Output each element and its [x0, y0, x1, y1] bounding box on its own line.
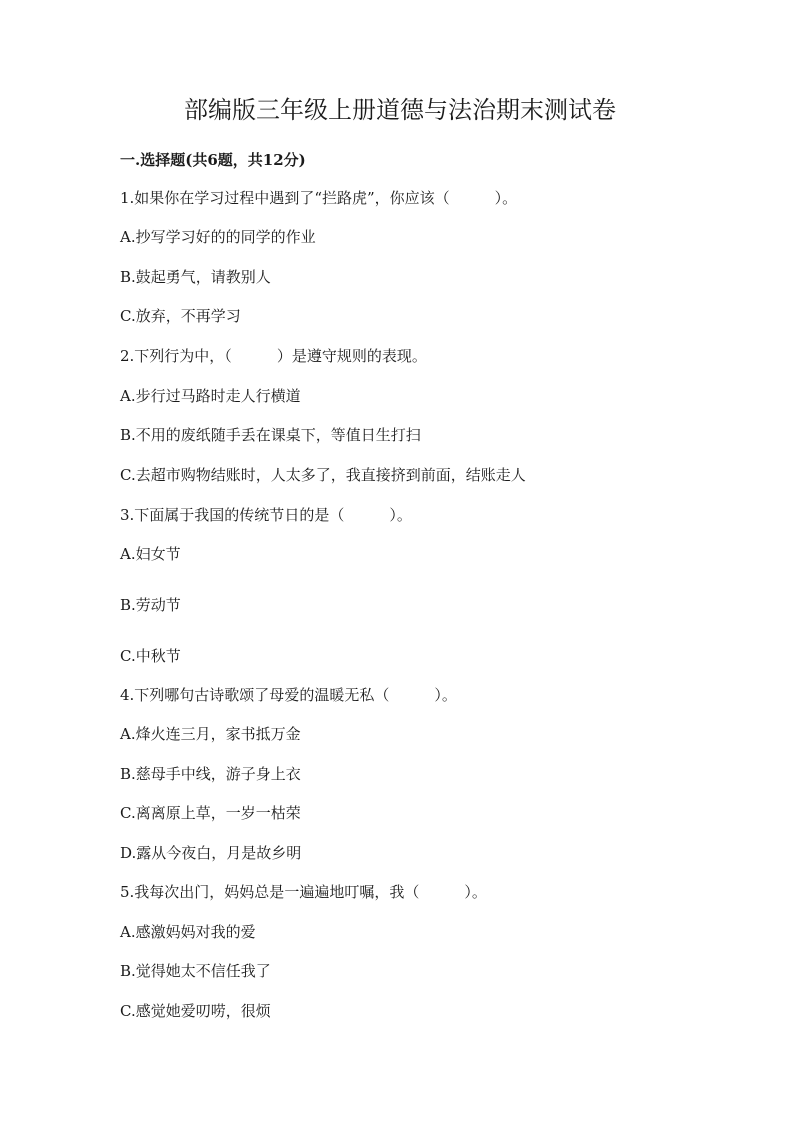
- question-5-option-a: A.感激妈妈对我的爱: [120, 923, 256, 941]
- question-5-option-c: C.感觉她爱叨唠，很烦: [120, 1002, 271, 1020]
- question-5-stem: 5.我每次出门，妈妈总是一遍遍地叮嘱，我（ ）。: [120, 883, 487, 901]
- question-2-option-c: C.去超市购物结账时，人太多了，我直接挤到前面，结账走人: [120, 466, 526, 484]
- question-4-option-d: D.露从今夜白，月是故乡明: [120, 844, 302, 862]
- question-2-option-a: A.步行过马路时走人行横道: [120, 387, 301, 405]
- page-title: 部编版三年级上册道德与法治期末测试卷: [184, 96, 616, 124]
- question-2-stem: 2.下列行为中，（ ）是遵守规则的表现。: [120, 347, 427, 365]
- question-3-option-c: C.中秋节: [120, 647, 181, 665]
- question-1-option-a: A.抄写学习好的的同学的作业: [120, 228, 316, 246]
- question-1-stem: 1.如果你在学习过程中遇到了“拦路虎”，你应该（ ）。: [120, 189, 518, 207]
- question-1-option-b: B.鼓起勇气，请教别人: [120, 268, 271, 286]
- question-4-option-b: B.慈母手中线，游子身上衣: [120, 765, 301, 783]
- question-5-option-b: B.觉得她太不信任我了: [120, 962, 271, 980]
- question-3-option-b: B.劳动节: [120, 596, 181, 614]
- question-3-stem: 3.下面属于我国的传统节日的是（ ）。: [120, 506, 412, 524]
- question-4-stem: 4.下列哪句古诗歌颂了母爱的温暖无私（ ）。: [120, 686, 457, 704]
- question-1-option-c: C.放弃，不再学习: [120, 307, 241, 325]
- question-4-option-a: A.烽火连三月，家书抵万金: [120, 725, 301, 743]
- question-4-option-c: C.离离原上草，一岁一枯荣: [120, 804, 301, 822]
- question-3-option-a: A.妇女节: [120, 545, 181, 563]
- question-2-option-b: B.不用的废纸随手丢在课桌下，等值日生打扫: [120, 426, 421, 444]
- section-heading: 一.选择题(共6题，共12分): [120, 151, 306, 169]
